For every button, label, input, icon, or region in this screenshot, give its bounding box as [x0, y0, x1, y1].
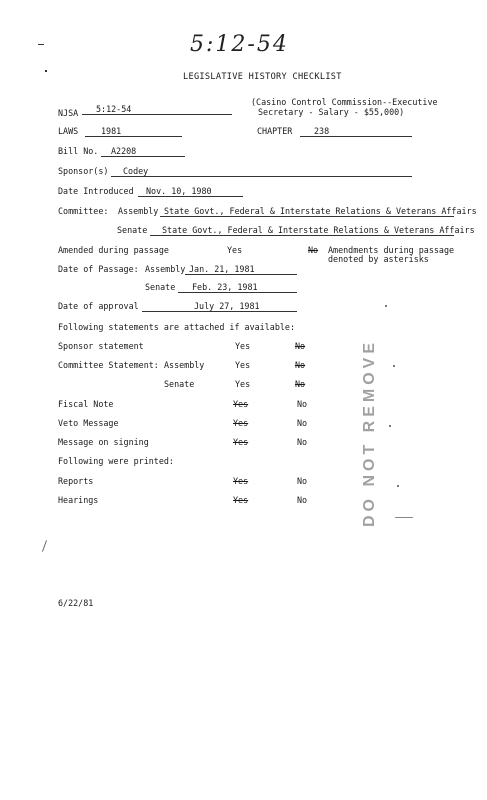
amended-label: Amended during passage — [58, 245, 169, 255]
sponsor-statement-no: No — [295, 341, 306, 351]
message-signing-label: Message on signing — [58, 437, 149, 447]
veto-message-no: No — [297, 418, 308, 428]
amended-yes: Yes — [227, 245, 243, 255]
fiscal-note-yes: Yes — [233, 399, 249, 409]
hearings-yes: Yes — [233, 495, 249, 505]
passage-senate-label: Senate — [145, 282, 176, 292]
committee-statement-senate-no: No — [295, 379, 306, 389]
amended-note-line-1: Amendments during passage — [328, 245, 455, 255]
message-signing-no: No — [297, 437, 308, 447]
veto-message-yes: Yes — [233, 418, 249, 428]
footer-date: 6/22/81 — [58, 598, 94, 608]
sponsor-value: Codey — [111, 166, 412, 177]
margin-dot — [45, 70, 47, 72]
laws-label: LAWS — [58, 126, 79, 136]
sponsor-statement-label: Sponsor statement — [58, 341, 144, 351]
chapter-value: 238 — [300, 126, 412, 137]
passage-senate-value: Feb. 23, 1981 — [178, 282, 297, 293]
committee-assembly-label: Assembly — [118, 206, 159, 216]
hearings-no: No — [297, 495, 308, 505]
laws-value: 1981 — [85, 126, 182, 137]
handwritten-header: 5:12-54 — [190, 32, 289, 57]
sponsor-label: Sponsor(s) — [58, 166, 109, 176]
committee-statement-senate-label: Senate — [164, 379, 195, 389]
committee-statement-assembly-label: Assembly — [164, 360, 205, 370]
bill-value: A2208 — [101, 146, 185, 157]
page-title: LEGISLATIVE HISTORY CHECKLIST — [183, 72, 342, 82]
fiscal-note-no: No — [297, 399, 308, 409]
committee-senate-label: Senate — [117, 225, 148, 235]
bill-label: Bill No. — [58, 146, 99, 156]
date-introduced-label: Date Introduced — [58, 186, 134, 196]
passage-assembly-label: Assembly — [145, 264, 186, 274]
veto-message-label: Veto Message — [58, 418, 119, 428]
approval-label: Date of approval — [58, 301, 139, 311]
committee-assembly-value: State Govt., Federal & Interstate Relations & Veterans Affairs — [160, 206, 454, 217]
reports-no: No — [297, 476, 308, 486]
margin-mark — [42, 540, 47, 552]
printed-heading: Following were printed: — [58, 456, 174, 466]
passage-assembly-value: Jan. 21, 1981 — [185, 264, 297, 275]
message-signing-yes: Yes — [233, 437, 249, 447]
reports-yes: Yes — [233, 476, 249, 486]
njsa-label: NJSA — [58, 108, 79, 118]
committee-statement-label: Committee Statement: — [58, 360, 159, 370]
description-line-1: (Casino Control Commission--Executive — [251, 97, 438, 107]
sponsor-statement-yes: Yes — [235, 341, 251, 351]
committee-statement-assembly-yes: Yes — [235, 360, 251, 370]
committee-senate-value: State Govt., Federal & Interstate Relations & Veterans Affairs — [150, 225, 454, 236]
committee-statement-senate-yes: Yes — [235, 379, 251, 389]
hearings-label: Hearings — [58, 495, 99, 505]
njsa-value: 5:12-54 — [82, 104, 232, 115]
statements-heading: Following statements are attached if available: — [58, 322, 295, 332]
amended-note-line-2: denoted by asterisks — [328, 254, 429, 264]
date-introduced-value: Nov. 10, 1980 — [138, 186, 243, 197]
stamp-text: DO NOT REMOVE — [361, 338, 378, 527]
reports-label: Reports — [58, 476, 94, 486]
committee-label: Committee: — [58, 206, 109, 216]
amended-no: No — [308, 245, 319, 255]
fiscal-note-label: Fiscal Note — [58, 399, 114, 409]
do-not-remove-stamp — [355, 295, 413, 535]
chapter-label: CHAPTER — [257, 126, 293, 136]
margin-dash — [38, 44, 44, 45]
approval-value: July 27, 1981 — [142, 301, 297, 312]
description-line-2: Secretary - Salary - $55,000) — [258, 107, 405, 117]
passage-label: Date of Passage: — [58, 264, 139, 274]
committee-statement-assembly-no: No — [295, 360, 306, 370]
